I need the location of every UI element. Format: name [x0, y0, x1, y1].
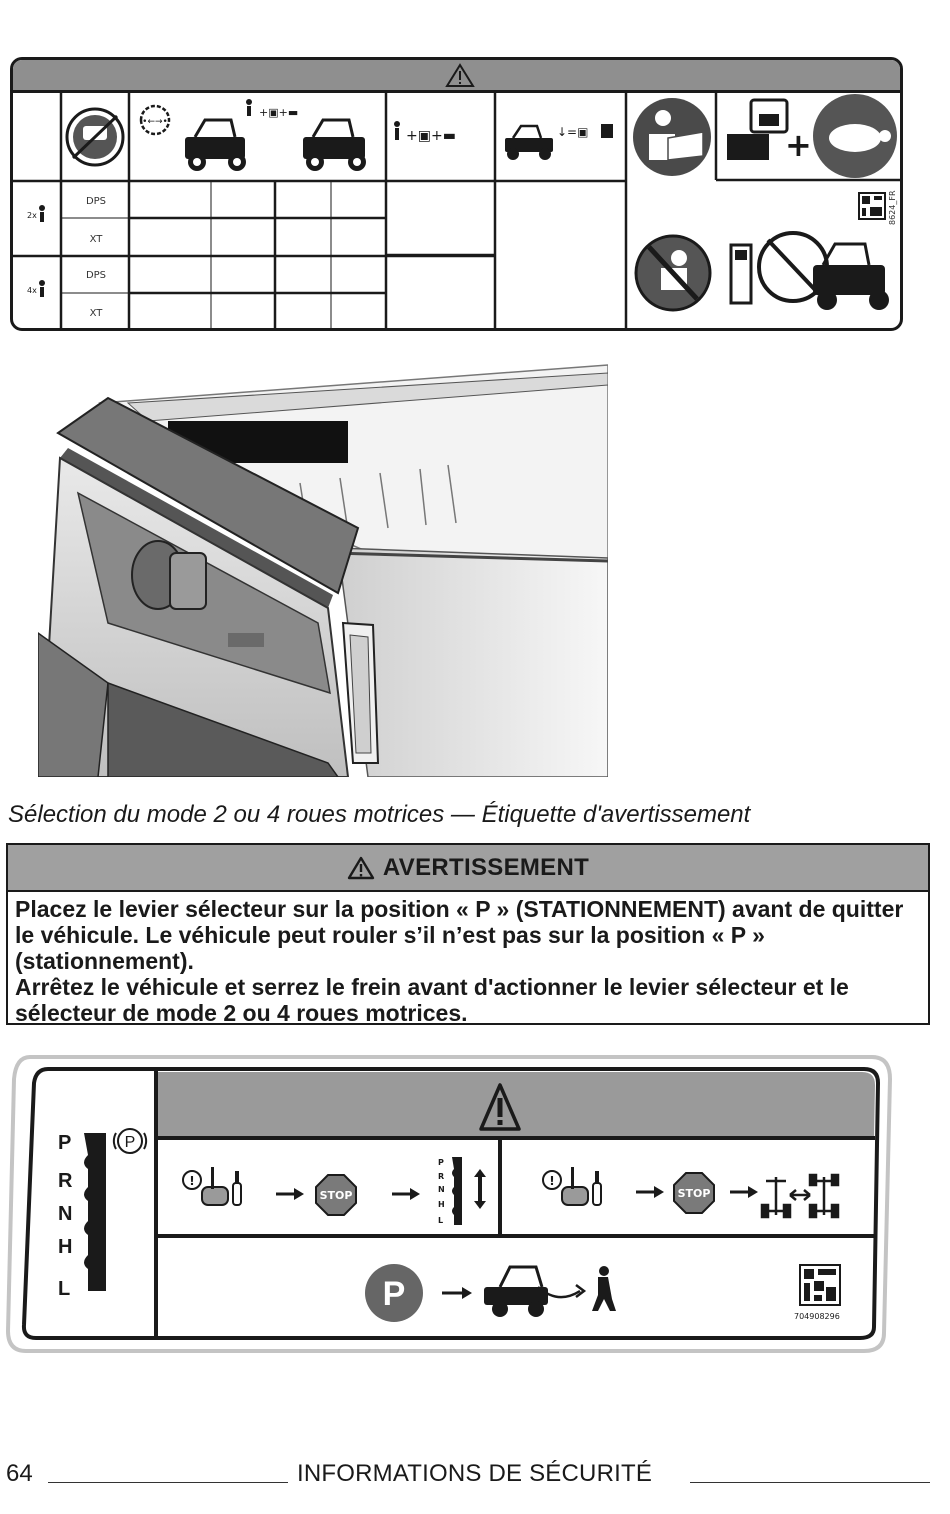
svg-text:L: L	[438, 1216, 444, 1225]
warning-paragraph: Arrêtez le véhicule et serrez le frein avant d'actionner le levier sélecteur et le sélecteur de mode 2 ou 4 roues motrices.	[15, 974, 849, 1026]
no-refuel-icon	[731, 233, 889, 310]
svg-text:!: !	[549, 1174, 555, 1188]
gear-letter: P	[58, 1132, 72, 1154]
row-label: XT	[89, 308, 103, 319]
section-title: INFORMATIONS DE SÉCURITÉ	[297, 1460, 653, 1487]
warning-triangle-icon	[447, 65, 473, 86]
svg-text:P: P	[124, 1134, 136, 1151]
no-passenger-icon	[636, 236, 710, 310]
svg-text:H: H	[438, 1200, 445, 1209]
gear-letter: R	[58, 1170, 73, 1192]
row-label: DPS	[85, 270, 107, 281]
group-4x-icon	[27, 280, 45, 297]
warning-paragraph: Placez le levier sélecteur sur la position « P » (STATIONNEMENT) avant de quitter le véhicule. Le véhicule peut rouler s’il n’est pas sur la position « P » (stationnement).	[15, 896, 904, 974]
svg-text:2x: 2x	[27, 211, 37, 220]
svg-text:+: +	[785, 126, 812, 164]
footer-rule-left	[48, 1482, 288, 1483]
gear-selector-warning-label	[6, 1055, 894, 1354]
group-2x-icon	[27, 205, 45, 222]
svg-text:STOP: STOP	[319, 1189, 353, 1202]
tire-pressure-vehicles-icon	[141, 99, 366, 171]
svg-text:+▣+▬: +▣+▬	[406, 128, 456, 144]
row-label: DPS	[85, 196, 107, 207]
svg-text:↓=▣: ↓=▣	[557, 125, 589, 139]
svg-text:P: P	[438, 1158, 444, 1167]
figure-caption: Sélection du mode 2 ou 4 roues motrices — Étiquette d'avertissement	[8, 801, 751, 828]
page-number: 64	[6, 1460, 33, 1487]
gear-letter: L	[58, 1278, 71, 1300]
stop-sign-icon	[316, 1175, 356, 1215]
steering-wheel-icon	[67, 109, 123, 165]
gear-letter: N	[58, 1203, 73, 1225]
park-circle-icon	[365, 1264, 423, 1322]
vehicle-tailgate-illustration	[38, 363, 608, 777]
svg-text:R: R	[438, 1172, 445, 1181]
svg-text:!: !	[189, 1174, 195, 1188]
footer-rule-right	[690, 1482, 930, 1483]
data-matrix-code	[800, 1265, 840, 1305]
warning-title: AVERTISSEMENT	[382, 853, 590, 881]
heavy-load-slow-icon	[727, 94, 897, 178]
warning-box	[6, 843, 930, 1025]
load-combination-icon	[394, 121, 456, 144]
svg-text:STOP: STOP	[677, 1187, 711, 1200]
label-code: 8624_FR	[888, 190, 897, 225]
top-warning-label	[10, 57, 903, 331]
vehicle-cargo-icon	[505, 124, 613, 160]
svg-text:P: P	[382, 1275, 406, 1313]
svg-text:•←→•: •←→•	[142, 117, 168, 127]
warning-body	[8, 892, 928, 1026]
qr-code	[859, 193, 885, 219]
gear-letter: H	[58, 1236, 73, 1258]
svg-text:N: N	[438, 1185, 445, 1194]
warning-header	[8, 845, 928, 892]
row-label: XT	[89, 234, 103, 245]
part-number: 704908296	[794, 1312, 840, 1321]
read-manual-icon	[633, 98, 711, 176]
svg-text:+▣+▬: +▣+▬	[259, 106, 299, 119]
svg-text:4x: 4x	[27, 286, 37, 295]
top-label-graphic	[13, 60, 903, 331]
stop-sign-icon	[674, 1173, 714, 1213]
warning-triangle-icon	[347, 856, 375, 880]
